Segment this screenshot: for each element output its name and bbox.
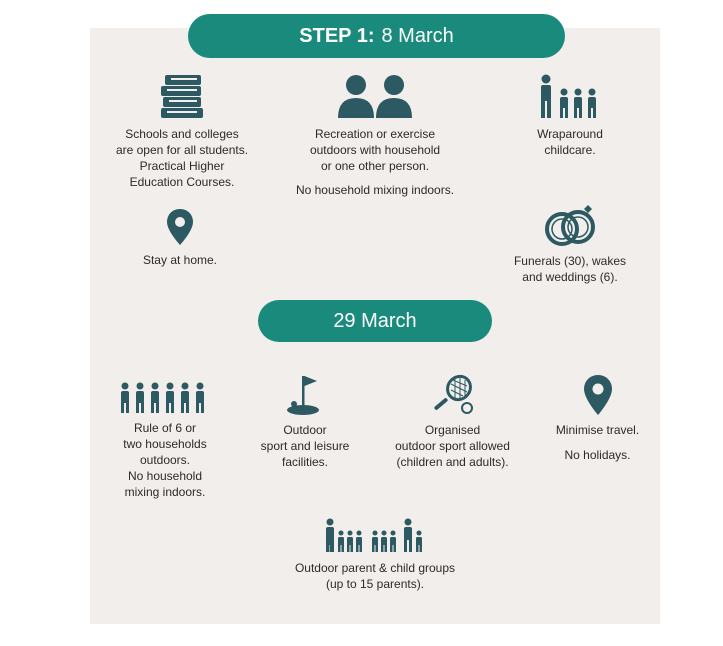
step1-label: STEP 1: — [299, 24, 375, 47]
step2-item-organised-line3: (children and adults). — [396, 455, 509, 469]
two-people-icon — [337, 74, 413, 120]
step2-item-rule-line3: outdoors. — [139, 453, 191, 467]
step1-item-recreation — [280, 74, 470, 198]
step1-item-schools-line2: are open for all students. — [115, 143, 249, 157]
step2-item-outdoor-sport-line3: facilities. — [281, 455, 328, 469]
step2-item-rule-of-six — [95, 382, 235, 500]
step2-item-travel — [540, 374, 655, 463]
step1-item-funerals-line1: Funerals (30), wakes — [513, 254, 627, 268]
step2-item-parent-child-line2: (up to 15 parents). — [325, 577, 425, 591]
step2-item-rule-line2: two households — [123, 437, 207, 451]
step2-item-travel-note: No holidays. — [564, 448, 631, 462]
step1-item-funerals — [495, 205, 645, 285]
step1-item-schools-line3: Practical Higher — [139, 159, 225, 173]
step2-item-rule-line1: Rule of 6 or — [133, 421, 197, 435]
step1-item-schools — [107, 74, 257, 190]
step2-date: 29 March — [333, 309, 417, 332]
step2-item-rule-line5: mixing indoors. — [124, 485, 206, 499]
golf-flag-icon — [285, 374, 325, 416]
step2-item-parent-child-line1: Outdoor parent & child groups — [294, 561, 456, 575]
step1-item-recreation-line2: outdoors with household — [309, 143, 441, 157]
step2-item-outdoor-sport-line2: sport and leisure — [260, 439, 350, 453]
step2-item-organised-line1: Organised — [424, 423, 481, 437]
step2-item-outdoor-sport — [240, 374, 370, 470]
step1-date: 8 March — [381, 24, 454, 47]
step1-item-recreation-note: No household mixing indoors. — [295, 183, 455, 197]
step1-item-schools-line1: Schools and colleges — [125, 127, 239, 141]
step1-item-stay-home — [115, 208, 245, 268]
step1-item-stay-home-line1: Stay at home. — [142, 253, 218, 267]
family-icon — [538, 74, 602, 120]
parent-child-groups-icon — [325, 518, 425, 554]
step1-item-funerals-line2: and weddings (6). — [522, 270, 618, 284]
step2-item-organised-sport — [380, 374, 525, 470]
six-people-icon — [119, 382, 211, 414]
step1-item-recreation-line3: or one other person. — [320, 159, 430, 173]
step2-item-outdoor-sport-line1: Outdoor — [283, 423, 327, 437]
step2-item-organised-line2: outdoor sport allowed — [395, 439, 510, 453]
books-icon — [157, 74, 207, 120]
step1-item-recreation-line1: Recreation or exercise — [314, 127, 436, 141]
location-pin-icon — [166, 208, 194, 246]
step2-item-parent-child — [270, 518, 480, 592]
step1-item-childcare — [510, 74, 630, 158]
step1-item-childcare-line1: Wraparound — [537, 127, 603, 141]
step2-item-travel-line1: Minimise travel. — [555, 423, 640, 437]
wedding-rings-icon — [538, 205, 602, 247]
step1-item-childcare-line2: childcare. — [544, 143, 596, 157]
tennis-racket-icon — [429, 374, 477, 416]
step2-item-rule-line4: No household — [127, 469, 203, 483]
step2-header — [258, 300, 492, 342]
location-pin-icon — [583, 374, 613, 416]
step1-item-schools-line4: Education Courses. — [129, 175, 235, 189]
step1-header — [188, 14, 565, 58]
